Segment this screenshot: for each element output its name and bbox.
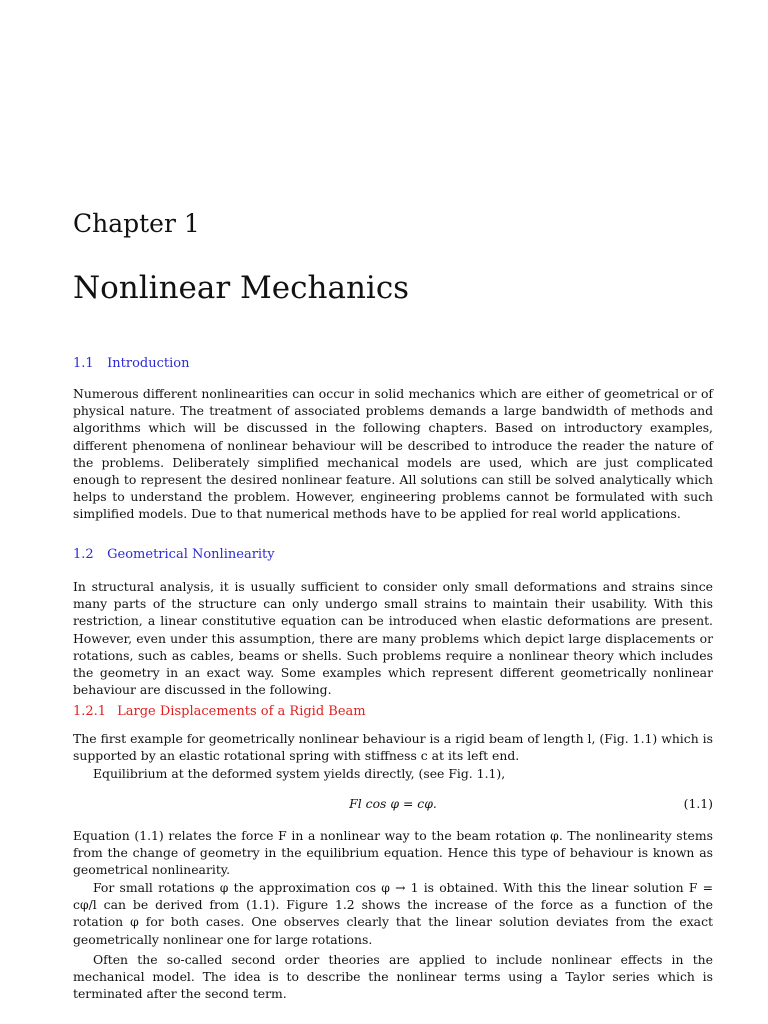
rigid-beam-paragraph-3: Equation (1.1) relates the force F in a nonlinear way to the beam rotation φ. The nonlinearity stems from the change of geometry in the equilibrium equation. Hence this type of behaviour is known as geometrical nonlinearity. bbox=[73, 828, 713, 878]
section-number: 1.2 bbox=[73, 547, 94, 562]
equation-1-1 bbox=[73, 794, 713, 814]
rigid-beam-paragraph-2: Equilibrium at the deformed system yields directly, (see Fig. 1.1), bbox=[93, 766, 506, 781]
subsection-title: Large Displacements of a Rigid Beam bbox=[117, 704, 366, 719]
section-heading-introduction[interactable] bbox=[73, 355, 189, 372]
section-title: Geometrical Nonlinearity bbox=[107, 547, 275, 562]
chapter-label: Chapter 1 bbox=[73, 209, 200, 238]
section-heading-geometrical-nonlinearity[interactable] bbox=[73, 546, 275, 563]
equation-number: (1.1) bbox=[683, 796, 713, 811]
subsection-heading-rigid-beam[interactable] bbox=[73, 703, 366, 720]
subsection-number: 1.2.1 bbox=[73, 704, 107, 719]
intro-paragraph: Numerous different nonlinearities can occur in solid mechanics which are either of geometrical or of physical nature. The treatment of associated problems demands a large bandwidth of methods and algorithms which will be discussed in the following chapters. Based on introductory examples, different phenomena of nonlinear behaviour will be described to introduce the reader the nature of the problems. Deliberately simplified mechanical models are used, which are just complicated enough to represent the desired nonlinear feature. All solutions can still be solved analytically which helps to understand the problem. However, engineering problems cannot be formulated with such simplified models. Due to that numerical methods have to be applied for real world applications. bbox=[73, 386, 713, 522]
rigid-beam-paragraph-5: Often the so-called second order theories are applied to include nonlinear effects in the mechanical model. The idea is to describe the nonlinear terms using a Taylor series which is terminated after the second term. bbox=[73, 952, 713, 1002]
section-number: 1.1 bbox=[73, 356, 94, 371]
geometrical-paragraph: In structural analysis, it is usually sufficient to consider only small deformations and strains since many parts of the structure can only undergo small strains to maintain their usability. With this restriction, a linear constitutive equation can be introduced when elastic deformations are present. However, even under this assumption, there are many problems which depict large displacements or rotations, such as cables, beams or shells. Such problems require a nonlinear theory which includes the geometry in an exact way. Some examples which represent different geometrically nonlinear behaviour are discussed in the following. bbox=[73, 579, 713, 698]
rigid-beam-paragraph-4: For small rotations φ the approximation cos φ → 1 is obtained. With this the linear solution F = cφ/l can be derived from (1.1). Figure 1.2 shows the increase of the force as a function of the rotation φ for both cases. One observes clearly that the linear solution deviates from the exact geometrically nonlinear one for large rotations. bbox=[73, 880, 713, 947]
chapter-title: Nonlinear Mechanics bbox=[73, 270, 410, 306]
equation-body: Fl cos φ = cφ. bbox=[349, 796, 437, 811]
section-title: Introduction bbox=[107, 356, 190, 371]
rigid-beam-paragraph-1: The first example for geometrically nonlinear behaviour is a rigid beam of length l, (Fig. 1.1) which is supported by an elastic rotational spring with stiffness c at its left end. bbox=[73, 731, 713, 764]
